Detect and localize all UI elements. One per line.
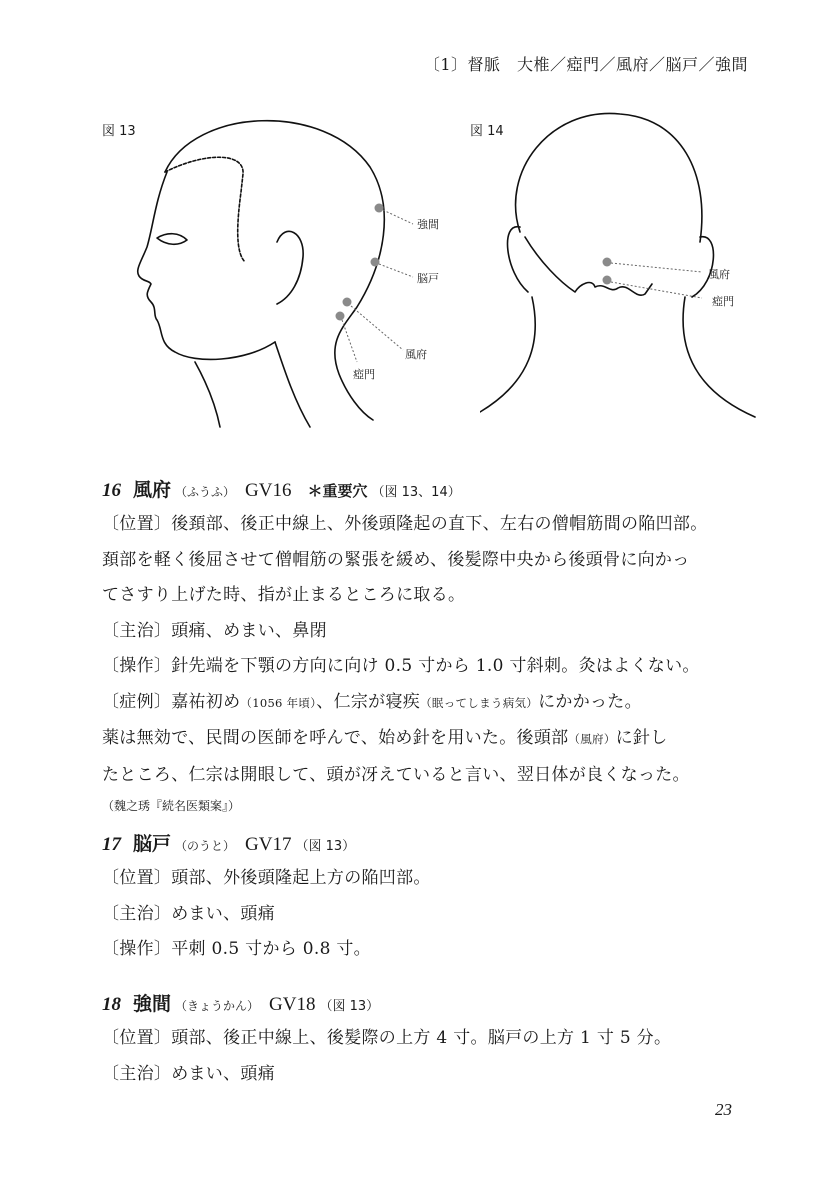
neck-right [683, 297, 755, 417]
figure-14-back-head [480, 112, 760, 432]
point-name: 脳戸 [133, 833, 172, 855]
technique-line: 〔操作〕平刺 0.5 寸から 0.8 寸。 [102, 939, 371, 959]
section-heading [102, 990, 752, 1021]
section-16-fengfu [102, 476, 752, 819]
point-code: GV18 [269, 994, 316, 1015]
case-line-3: たところ、仁宗は開眼して、頭が冴えていると言い、翌日体が良くなった。 [102, 764, 690, 785]
skull-outline [516, 113, 702, 242]
right-ear [692, 237, 713, 297]
point-reading: （ふうふ） [175, 485, 236, 499]
point-number: 18 [102, 994, 121, 1015]
ear [277, 231, 303, 304]
point-number: 17 [102, 834, 121, 855]
point-number: 16 [102, 480, 121, 501]
figure-ref: （図 13、14） [371, 485, 461, 500]
section-heading [102, 476, 752, 507]
technique-line: 〔操作〕針先端を下顎の方向に向け 0.5 寸から 1.0 寸斜刺。灸はよくない。 [102, 656, 700, 676]
svg-text:風府: 風府 [405, 348, 427, 361]
figure-ref: （図 13） [295, 839, 356, 854]
svg-text:風府: 風府 [708, 268, 730, 281]
point-reading: （きょうかん） [175, 999, 260, 1013]
point-code: GV17 [245, 834, 292, 855]
figure-13-label: 図 13 [102, 124, 136, 139]
neck-left [480, 297, 535, 412]
figure-14-label: 図 14 [470, 124, 504, 139]
important-mark: ＊重要穴 [307, 482, 368, 500]
indication-line: 〔主治〕めまい、頭痛 [102, 903, 275, 924]
indication-line: 〔主治〕頭痛、めまい、鼻閉 [102, 620, 327, 641]
position-line-1: 〔位置〕後頚部、後正中線上、外後頭隆起の直下、左右の僧帽筋間の陥凹部。 [102, 514, 708, 534]
point-fengfu-back [603, 258, 731, 282]
svg-text:脳戸: 脳戸 [417, 272, 439, 285]
position-line-3: てさすり上げた時、指が止まるところに取る。 [102, 585, 466, 605]
svg-text:瘂門: 瘂門 [353, 368, 375, 381]
point-name: 強間 [133, 993, 172, 1015]
neck-front [195, 362, 220, 427]
section-heading [102, 830, 752, 861]
point-naohu [371, 258, 440, 286]
position-line: 〔位置〕頭部、後正中線上、後髪際の上方 4 寸。脳戸の上方 1 寸 5 分。 [102, 1028, 672, 1048]
head-outline [165, 121, 384, 420]
point-fengfu [343, 298, 428, 362]
case-line-1: 〔症例〕嘉祐初め（1056 年頃）、仁宗が寝疾（眠ってしまう病気）にかかった。 [102, 691, 642, 712]
case-source: （魏之琇『続名医類案』） [102, 799, 241, 813]
fig13-points [336, 204, 440, 382]
svg-text:強間: 強間 [417, 218, 439, 231]
fig14-points [603, 258, 735, 309]
face-profile [138, 172, 275, 359]
svg-text:瘂門: 瘂門 [712, 295, 734, 308]
position-line-2: 頚部を軽く後屈させて僧帽筋の緊張を緩め、後髪際中央から後頭骨に向かっ [102, 549, 690, 570]
section-17-naohu [102, 830, 752, 968]
point-code: GV16 [245, 480, 292, 501]
eye [157, 234, 187, 245]
running-header: 〔1〕督脈 大椎／瘂門／風府／脳戸／強間 [423, 55, 748, 74]
case-line-2: 薬は無効で、民間の医師を呼んで、始め針を用いた。後頭部（風府）に針し [102, 728, 668, 748]
point-name: 風府 [133, 479, 172, 501]
section-18-qiangjian [102, 990, 752, 1092]
point-reading: （のうと） [175, 839, 236, 853]
figure-13-side-head [95, 112, 465, 432]
position-line: 〔位置〕頭部、外後頭隆起上方の陥凹部。 [102, 868, 431, 888]
figure-ref: （図 13） [319, 999, 380, 1014]
indication-line: 〔主治〕めまい、頭痛 [102, 1063, 275, 1084]
page-number: 23 [715, 1100, 732, 1119]
hairline [165, 157, 245, 262]
hairline-back [525, 237, 652, 295]
